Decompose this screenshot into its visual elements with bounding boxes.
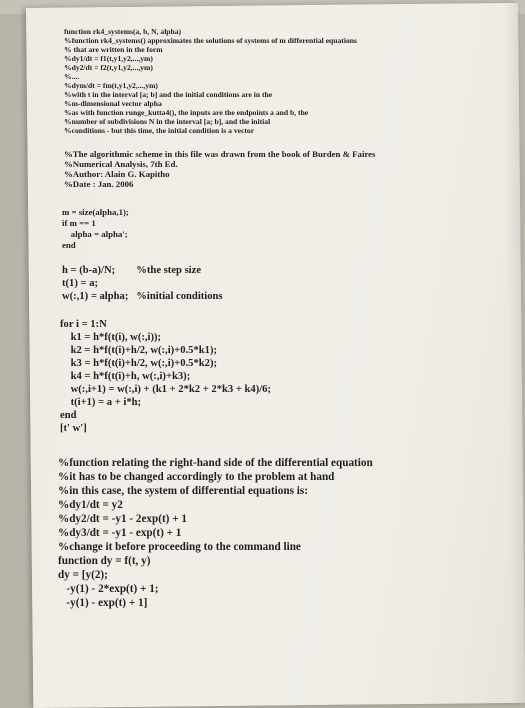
code-line: -y(1) - 2*exp(t) + 1; [58,583,159,595]
comment-line: %function rk4_systems() approximates the solutions of systems of m differential equations [64,36,357,45]
credits-line: %Numerical Analysis, 7th Ed. [64,159,178,169]
code-line: alpha = alpha'; [62,229,128,239]
code-line: m = size(alpha,1); [62,207,129,217]
code-line: [t' w'] [60,423,87,434]
code-line: k4 = h*f(t(i)+h, w(:,i)+k3); [60,371,191,382]
code-line: %change it before proceeding to the command line [58,541,301,553]
comment-line: %dy1/dt = f1(t,y1,y2,...,ym) [64,54,153,63]
code-line: %function relating the right-hand side of the differential equation [58,457,373,469]
comment-line: %with t in the interval [a; b] and the initial conditions are in the [64,90,273,99]
code-line: %dy1/dt = y2 [58,499,123,511]
code-line: k3 = h*f(t(i)+h/2, w(:,i)+0.5*k2); [60,358,217,369]
code-line: %it has to be changed accordingly to the problem at hand [58,471,335,483]
code-line: k2 = h*f(t(i)+h/2, w(:,i)+0.5*k1); [60,345,217,356]
comment-line: %.... [64,72,80,81]
code-line: %dy3/dt = -y1 - exp(t) + 1 [58,527,182,539]
code-line: k1 = h*f(t(i), w(:,i)); [60,332,162,343]
code-line: w(:,1) = alpha; %initial conditions [62,291,223,302]
credits-line: %The algorithmic scheme in this file was drawn from the book of Burden & Faires [64,149,376,159]
code-line: function dy = f(t, y) [58,555,151,567]
code-line: t(i+1) = a + i*h; [60,397,142,408]
code-line: end [62,240,76,250]
code-line: end [60,410,77,421]
code-line: t(1) = a; [62,278,99,289]
comment-line: %m-dimensional vector alpha [64,99,162,108]
comment-line: % that are written in the form [64,45,163,54]
function-signature-line: function rk4_systems(a, b, N, alpha) [64,27,182,36]
credits-line: %Date : Jan. 2006 [64,179,134,189]
code-line: for i = 1:N [60,319,107,330]
comment-line: %conditions - but this time, the initial condition is a vector [64,126,255,135]
code-line: dy = [y(2); [58,569,108,581]
code-line: -y(1) - exp(t) + 1] [58,597,148,609]
comment-line: %dy2/dt = f2(t,y1,y2,...,ym) [64,63,153,72]
credits-line: %Author: Alain G. Kapitho [64,169,170,179]
comment-line: %as with function runge_kutta4(), the inputs are the endpoints a and b, the [64,108,309,117]
code-line: %in this case, the system of differential equations is: [58,485,308,497]
code-line: w(:,i+1) = w(:,i) + (k1 + 2*k2 + 2*k3 + k4)/6; [60,384,272,395]
code-line: h = (b-a)/N; %the step size [62,265,202,276]
comment-line: %number of subdivisions N in the interval [a; b], and the initial [64,117,271,126]
code-line: %dy2/dt = -y1 - 2exp(t) + 1 [58,513,187,525]
code-line: if m == 1 [62,218,96,228]
comment-line: %dym/dt = fm(t,y1,y2,...,ym) [64,81,158,90]
